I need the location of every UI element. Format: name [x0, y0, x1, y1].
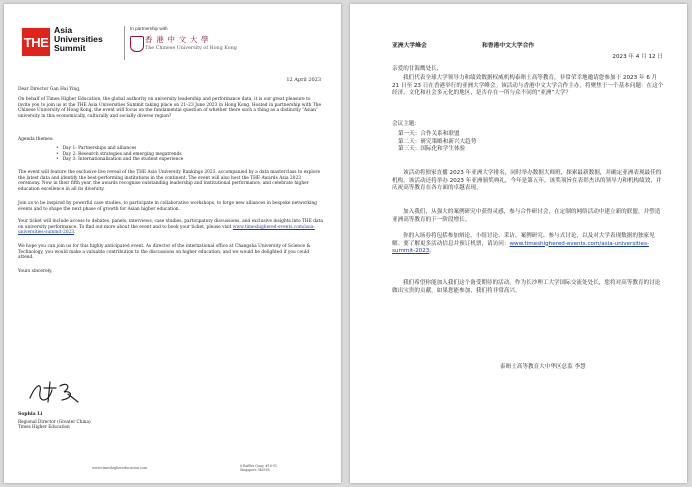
header-partner: 和香港中文大学合作: [482, 43, 535, 49]
summit-logo-line-1: Asia: [54, 25, 73, 35]
chinese-letter-page: [350, 4, 687, 483]
footer-website: www.timeshighereducation.com: [92, 466, 148, 470]
agenda-list-cn: [392, 131, 664, 154]
ticket-text-cn: 你的入场券将包括参加辩论、小组讨论、采访、案例研究、参与式讨论，以及对大学表现数据的独家见解。要了解更多活动信息并预订机票，请访问：: [392, 233, 655, 247]
summit-logo-text: [54, 26, 103, 54]
agenda-item: • Day 1: Partnerships and alliances: [64, 146, 324, 152]
agenda-item: • Day 3: Internationalisation and the student experience: [64, 157, 324, 163]
paragraph-ticket: [18, 219, 324, 236]
header-summit: 亚洲大学峰会: [392, 43, 427, 49]
footer-address: [240, 464, 278, 472]
footer-address-line: 6 Raffles Quay, #16-01,: [240, 464, 279, 468]
letter-date: 12 April 2023: [286, 77, 321, 83]
paragraph-rankings-cn: 该活动将独家直播 2023 年亚洲大学排名，同时举办数据大师班，探索最新数据，并确定亚洲表现最佳的机构。该活动还将举办 2023 年亚洲颁奖典礼，今年是第五年，该奖项旨在表彰杰出的领导力和机构绩效，并庆祝高等教育在各方面的卓越表现。: [392, 170, 662, 192]
letter-date-cn: 2023 年 4 月 12 日: [612, 54, 663, 60]
ticket-text-end-cn: 。: [429, 248, 435, 255]
signer-role: [18, 419, 91, 430]
agenda-title-cn: 会议主题：: [392, 121, 420, 127]
signer-name: Sophia Li: [18, 412, 43, 417]
paragraph-closing: We hope you can join us for this highly anticipated event. As director of the international office at Changsha University of Science & Technology, you would make a valuable contribution to the discussions on higher education, and we would be delighted if you could attend.: [18, 244, 311, 261]
signer-role-line: Regional Director (Greater China): [18, 419, 91, 424]
the-logo-mark: THE: [22, 28, 50, 56]
event-link-cn[interactable]: www.timeshighered-events.com/asia-universities-summit-2023: [392, 240, 649, 255]
footer-address-line: Singapore 048580: [240, 468, 270, 472]
signer-role-line: Times Higher Education: [18, 424, 70, 430]
salutation-cn: 亲爱的甘海鹰处长,: [392, 66, 439, 72]
closing-phrase: Yours sincerely,: [18, 269, 53, 274]
handwritten-signature: [22, 378, 92, 408]
paragraph-ticket-cn: [392, 233, 664, 256]
paragraph-intro-cn: 我们代表全球大学领导力和绩效数据权威机构泰晤士高等教育，非常荣幸地邀请您参加于 2023 年 6 月 21 日至 23 日在香港举行的亚洲大学峰会。该活动与香港中文大学合作主办，将聚焦于一个基本问题：在这个经济、文化和社会多元化的地区，是否存在一所与众不同的“亚洲”大学？: [392, 75, 664, 97]
agenda-item-cn: 第一天：合作关系和联盟: [398, 131, 460, 137]
partnership-caption: In partnership with: [130, 26, 168, 31]
english-letter-page: [4, 4, 341, 483]
logo-divider: [124, 26, 125, 60]
ticket-text-end: .: [74, 230, 76, 236]
paragraph-join-cn: 加入我们，从强大的案例研究中获得灵感，参与合作研讨会，在定制的网络活动中建立新的联盟，并塑造亚洲高等教育的下一阶段增长。: [392, 209, 661, 223]
cuhk-name-english: The Chinese University of Hong Kong: [145, 46, 237, 51]
ticket-text: Your ticket will include access to debates, panels, interviews, case studies, participatory discussions, and exclusive insights into THE data on university performance. To find out more about the event and to book your ticket, please visit: [18, 219, 323, 230]
agenda-list: [18, 146, 324, 163]
paragraph-closing-cn: 我们希望你能加入我们这个备受期待的活动。作为长沙理工大学国际交流处处长，您将对高等教育的讨论做出宝贵的贡献，如果您能参加，我们将非常高兴。: [392, 280, 661, 294]
paragraph-intro: On behalf of Times Higher Education, the global authority on university leadership and performance data, it is our great pleasure to invite you to join us at the THE Asia Universities Summit taking place on 21–23 June 2023 in Hong Kong. Hosted in partnership with The Chinese University of Hong Kong, the event will focus on the fundamental question of whether there such a thing as a distinctly “Asian” university in this economically, culturally and socially diverse region?: [18, 97, 322, 119]
cuhk-crest-icon: [130, 36, 144, 52]
agenda-item: • Day 2: Research strategies and emerging megatrends: [64, 152, 324, 158]
salutation: Dear Director Gan Hai Ying,: [18, 87, 81, 92]
event-link[interactable]: www.timeshighered-events.com/asia-universities-summit-2023: [18, 224, 315, 236]
paragraph-join: Join us to be inspired by powerful case studies, to participate in collaborative workshops, to forge new alliances in bespoke networking events and to shape the next phase of growth for Asian higher education.: [18, 201, 317, 212]
summit-logo-line-3: Summit: [54, 43, 86, 54]
agenda-title: Agenda themes:: [18, 137, 54, 142]
agenda-item-cn: 第三天：国际化和学生体验: [398, 146, 466, 153]
cuhk-name-chinese: 香 港 中 文 大 學: [145, 35, 210, 44]
paragraph-rankings: The event will feature the exclusive live reveal of the THE Asia University Rankings 2023, accompanied by a data masterclass to explore the latest data and identify the best-performing institutions in the continent. The event will also host the THE Awards Asia 2023 ceremony. Now in their fifth year, the awards recognise outstanding leadership and institutional performance, and celebrate higher education excellence in all its diversity.: [18, 170, 321, 192]
signature-line-cn: 泰晤士高等教育大中华区总监 李慧: [500, 364, 586, 370]
summit-logo-line-2: Universities: [54, 34, 103, 45]
agenda-item-cn: 第二天：研究策略和新兴大趋势: [398, 138, 477, 145]
